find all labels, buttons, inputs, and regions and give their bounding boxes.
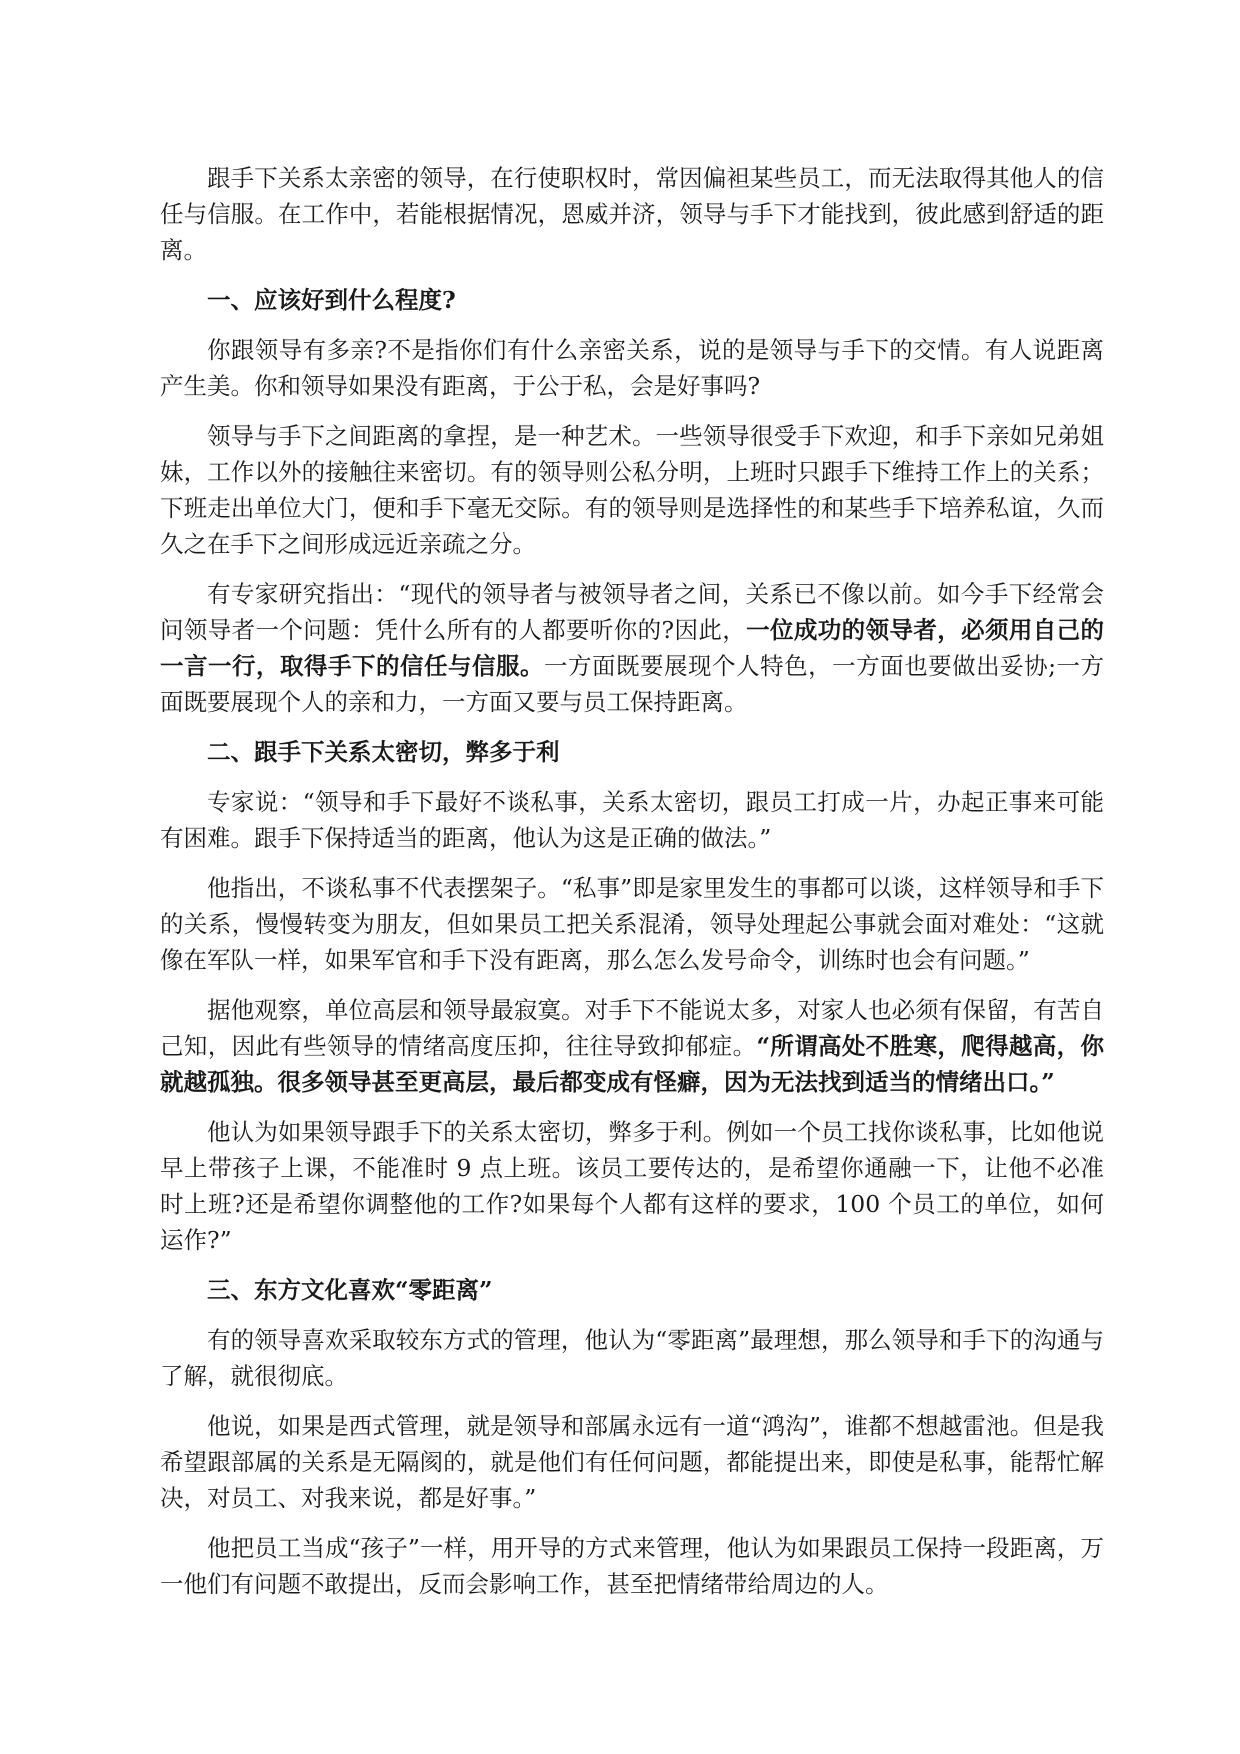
body-paragraph — [160, 160, 1104, 268]
section-heading — [160, 282, 1104, 318]
body-paragraph — [160, 1114, 1104, 1258]
text-segment: 领导与手下之间距离的拿捏，是一种艺术。一些领导很受手下欢迎，和手下亲如兄弟姐妹，工作以外的接触往来密切。有的领导则公私分明，上班时只跟手下维持工作上的关系；下班走出单位大门，便和手下毫无交际。有的领导则是选择性的和某些手下培养私谊，久而久之在手下之间形成远近亲疏之分。 — [160, 422, 1104, 558]
bold-text-segment: 一、应该好到什么程度? — [207, 286, 456, 314]
bold-text-segment: 三、东方文化喜欢“零距离” — [207, 1276, 493, 1304]
text-segment: 有的领导喜欢采取较东方式的管理，他认为“零距离”最理想，那么领导和手下的沟通与了解，就很彻底。 — [160, 1326, 1104, 1390]
body-paragraph — [160, 1530, 1104, 1602]
text-segment: 据他观察，单位高层和领导最寂寞。对手下不能说太多，对家人也必须有保留，有苦自己知，因此有些领导的情绪高度压抑，往往导致抑郁症。 — [160, 996, 1104, 1060]
body-paragraph — [160, 870, 1104, 978]
body-paragraph — [160, 992, 1104, 1100]
document-body — [160, 160, 1104, 1602]
text-segment: 一方面既要展现个人特色，一方面也要做出妥协;一方面既要展现个人的亲和力，一方面又要与员工保持距离。 — [160, 652, 1105, 716]
text-segment: 他认为如果领导跟手下的关系太密切，弊多于利。例如一个员工找你谈私事，比如他说早上带孩子上课，不能准时 9 点上班。该员工要传达的，是希望你通融一下，让他不必准时上班?还是希望你调整他的工作?如果每个人都有这样的要求，100 个员工的单位，如何运作?” — [160, 1118, 1104, 1254]
body-paragraph — [160, 576, 1104, 720]
bold-text-segment: 二、跟手下关系太密切，弊多于利 — [207, 738, 560, 766]
text-segment: 专家说：“领导和手下最好不谈私事，关系太密切，跟员工打成一片，办起正事来可能有困难。跟手下保持适当的距离，他认为这是正确的做法。” — [160, 788, 1104, 852]
body-paragraph — [160, 418, 1104, 562]
section-heading — [160, 1272, 1104, 1308]
text-segment: 他指出，不谈私事不代表摆架子。“私事”即是家里发生的事都可以谈，这样领导和手下的关系，慢慢转变为朋友，但如果员工把关系混淆，领导处理起公事就会面对难处：“这就像在军队一样，如果军官和手下没有距离，那么怎么发号命令，训练时也会有问题。” — [160, 874, 1104, 974]
text-segment: 你跟领导有多亲?不是指你们有什么亲密关系，说的是领导与手下的交情。有人说距离产生美。你和领导如果没有距离，于公于私，会是好事吗? — [160, 336, 1104, 400]
text-segment: 跟手下关系太亲密的领导，在行使职权时，常因偏袒某些员工，而无法取得其他人的信任与信服。在工作中，若能根据情况，恩威并济，领导与手下才能找到，彼此感到舒适的距离。 — [160, 164, 1104, 264]
bold-text-segment: “所谓高处不胜寒，爬得越高，你就越孤独。很多领导甚至更高层，最后都变成有怪癖，因为无法找到适当的情绪出口。” — [160, 1032, 1104, 1096]
text-segment: 他把员工当成“孩子”一样，用开导的方式来管理，他认为如果跟员工保持一段距离，万一他们有问题不敢提出，反而会影响工作，甚至把情绪带给周边的人。 — [160, 1534, 1104, 1598]
text-segment: 有专家研究指出：“现代的领导者与被领导者之间，关系已不像以前。如今手下经常会问领导者一个问题：凭什么所有的人都要听你的?因此， — [160, 580, 1104, 644]
body-paragraph — [160, 1322, 1104, 1394]
bold-text-segment: 一位成功的领导者，必须用自己的一言一行，取得手下的信任与信服。 — [160, 616, 1105, 680]
section-heading — [160, 734, 1104, 770]
body-paragraph — [160, 784, 1104, 856]
body-paragraph — [160, 1408, 1104, 1516]
body-paragraph — [160, 332, 1104, 404]
text-segment: 他说，如果是西式管理，就是领导和部属永远有一道“鸿沟”，谁都不想越雷池。但是我希望跟部属的关系是无隔阂的，就是他们有任何问题，都能提出来，即使是私事，能帮忙解决，对员工、对我来说，都是好事。” — [160, 1412, 1104, 1512]
